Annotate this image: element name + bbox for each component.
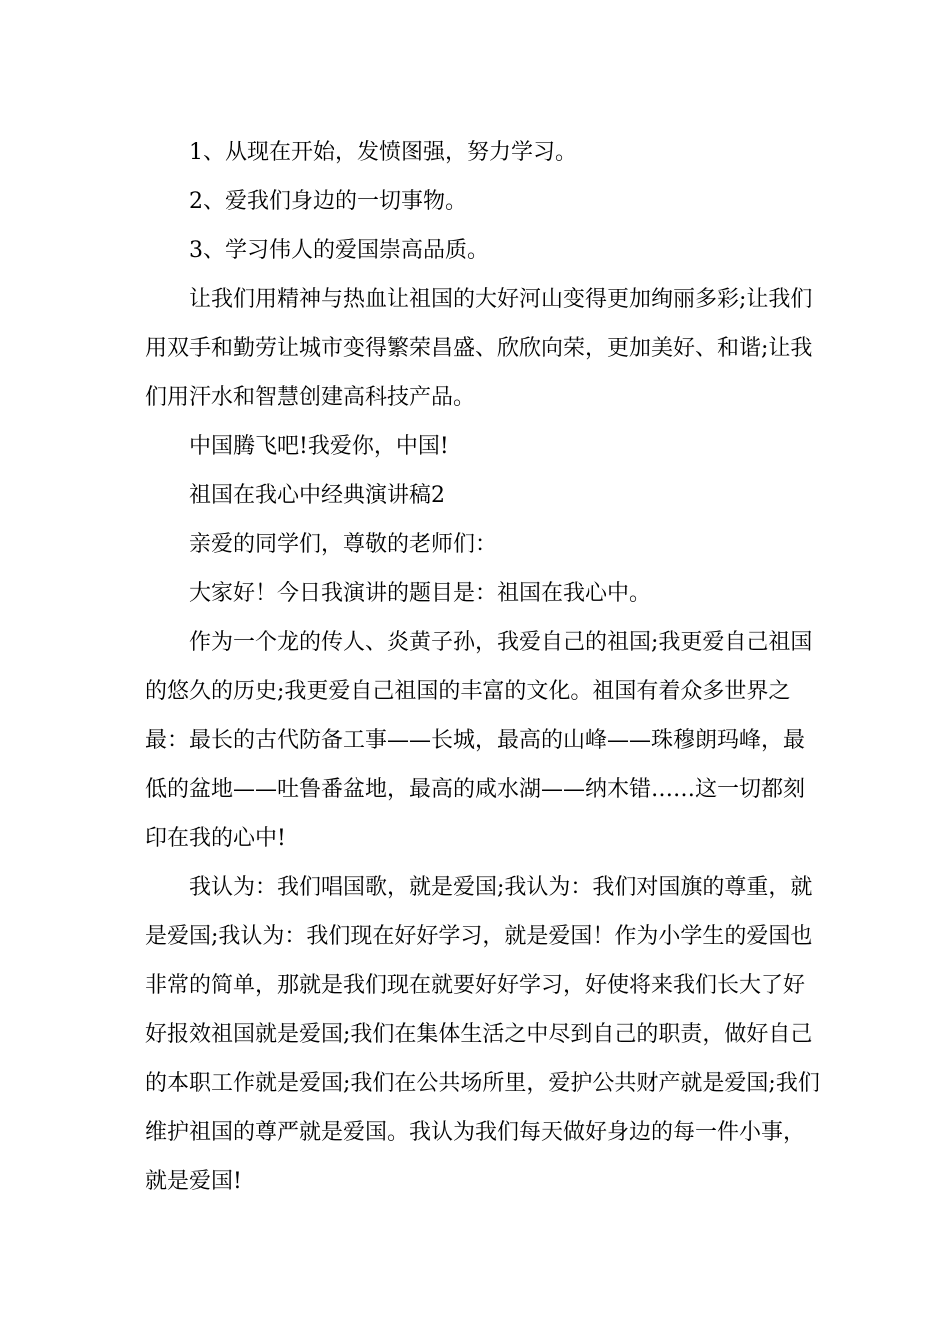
list-item-3: 3、学习伟人的爱国崇高品质。 [189,238,489,263]
paragraph-closing-cheer: 中国腾飞吧!我爱你，中国! [189,434,449,459]
list-item-1: 1、从现在开始，发愤图强，努力学习。 [189,140,577,165]
greeting: 大家好！今日我演讲的题目是：祖国在我心中。 [189,581,652,606]
paragraph-exhortation: 让我们用精神与热血让祖国的大好河山变得更加绚丽多彩;让我们用双手和勤劳让城市变得繁荣昌盛、欣欣向荣，更加美好、和谐;让我们用汗水和智慧创建高科技产品。 [145,287,813,410]
document-body [145,128,820,1206]
paragraph-patriotism: 我认为：我们唱国歌，就是爱国;我认为：我们对国旗的尊重，就是爱国;我认为：我们现在好好学习，就是爱国！作为小学生的爱国也非常的简单，那就是我们现在就要好好学习，好使将来我们长大了好好报效祖国就是爱国;我们在集体生活之中尽到自己的职责，做好自己的本职工作就是爱国;我们在公共场所里，爱护公共财产就是爱国;我们维护祖国的尊严就是爱国。我认为我们每天做好身边的每一件小事，就是爱国! [145,875,820,1194]
section-heading: 祖国在我心中经典演讲稿2 [189,483,445,508]
salutation: 亲爱的同学们，尊敬的老师们： [189,532,498,557]
paragraph-heritage: 作为一个龙的传人、炎黄子孙，我爱自己的祖国;我更爱自己祖国的悠久的历史;我更爱自己祖国的丰富的文化。祖国有着众多世界之最：最长的古代防备工事——长城，最高的山峰——珠穆朗玛峰，最低的盆地——吐鲁番盆地，最高的咸水湖——纳木错……这一切都刻印在我的心中! [145,630,813,851]
list-item-2: 2、爱我们身边的一切事物。 [189,189,467,214]
